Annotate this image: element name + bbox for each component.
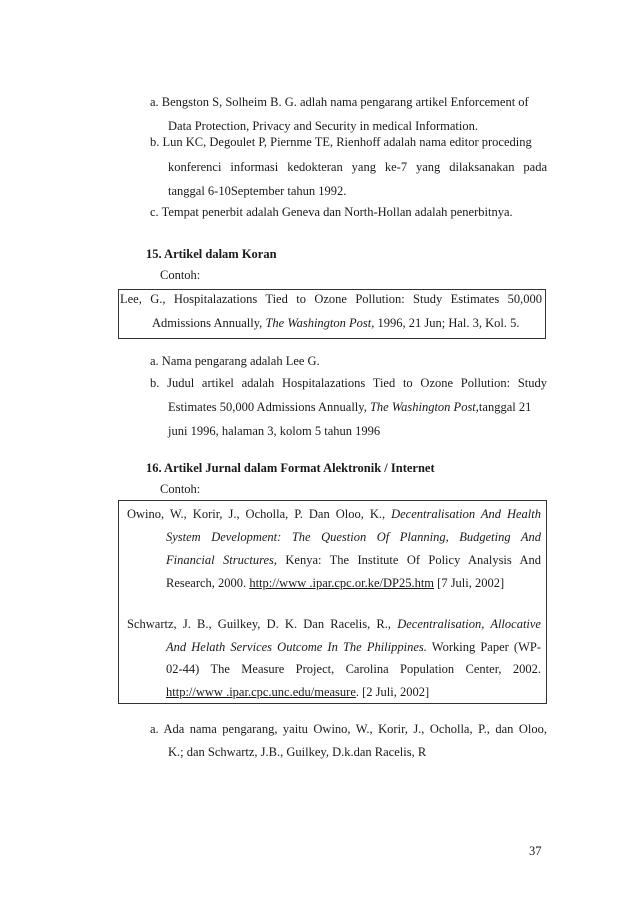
list-item-c: c. Tempat penerbit adalah Geneva dan North-Hollan adalah penerbitnya. (150, 205, 513, 219)
reference-title: And Helath Services Outcome In The Philippines. (166, 640, 427, 654)
reference-text: [7 Juli, 2002] (434, 576, 505, 590)
reference-line (166, 553, 541, 568)
list-item-b-cont2: juni 1996, halaman 3, kolom 5 tahun 1996 (168, 424, 381, 438)
reference-url-link[interactable]: http://www .ipar.cpc.or.ke/DP25.htm (249, 576, 435, 590)
item-text: Estimates 50,000 Admissions Annually, (168, 400, 370, 414)
item-text: tanggal 21 (478, 400, 532, 414)
reference-line (152, 316, 520, 331)
list-item-a-cont: Data Protection, Privacy and Security in medical Information. (168, 119, 478, 133)
reference-text: Working Paper (WP- (426, 640, 541, 654)
reference-line: Lee, G., Hospitalazations Tied to Ozone Pollution: Study Estimates 50,000 (120, 292, 542, 306)
reference-text: Kenya: The Institute Of Policy Analysis And (277, 553, 541, 567)
reference-url-link[interactable]: http://www .ipar.cpc.unc.edu/measure (166, 685, 356, 699)
reference-title: Decentralisation And Health (391, 507, 541, 521)
reference-line (166, 640, 541, 655)
list-item-a: a. Ada nama pengarang, yaitu Owino, W., Korir, J., Ocholla, P., dan Oloo, (150, 722, 547, 736)
list-item-a: a. Bengston S, Solheim B. G. adlah nama pengarang artikel Enforcement of (150, 95, 529, 109)
list-item-b-cont2: tanggal 6-10September tahun 1992. (168, 184, 347, 198)
reference-text: Owino, W., Korir, J., Ocholla, P. Dan Oloo, K., (127, 507, 392, 521)
list-item-b: b. Lun KC, Degoulet P, Piernme TE, Rienhoff adalah nama editor proceding (150, 135, 532, 149)
reference-line (166, 576, 504, 591)
example-label: Contoh: (160, 482, 201, 496)
reference-line (127, 507, 541, 522)
section-heading-15: 15. Artikel dalam Koran (146, 247, 277, 261)
reference-line (127, 617, 541, 632)
list-item-b: b. Judul artikel adalah Hospitalazations Tied to Ozone Pollution: Study (150, 376, 547, 390)
reference-text: Admissions Annually, (152, 316, 266, 330)
reference-title: Financial Structures, (166, 553, 278, 567)
list-item-b-cont1: konferenci informasi kedokteran yang ke-7 yang dilaksanakan pada (168, 160, 547, 174)
list-item-b-cont1 (168, 400, 531, 415)
reference-title-line: System Development: The Question Of Planning, Budgeting And (166, 530, 541, 544)
list-item-a: a. Nama pengarang adalah Lee G. (150, 354, 320, 368)
reference-text: 1996, 21 Jun; Hal. 3, Kol. 5. (374, 316, 520, 330)
list-item-a-cont: K.; dan Schwartz, J.B., Guilkey, D.k.dan Racelis, R (168, 745, 427, 759)
reference-text: Research, 2000. (166, 576, 250, 590)
reference-line (166, 685, 429, 700)
example-label: Contoh: (160, 268, 201, 282)
reference-text: Schwartz, J. B., Guilkey, D. K. Dan Racelis, R., (127, 617, 398, 631)
page-number: 37 (529, 844, 542, 858)
reference-title: Decentralisation, Allocative (397, 617, 541, 631)
section-heading-16: 16. Artikel Jurnal dalam Format Alektronik / Internet (146, 461, 435, 475)
item-publication: The Washington Post, (369, 400, 479, 414)
reference-text: . [2 Juli, 2002] (355, 685, 430, 699)
reference-publication: The Washington Post, (265, 316, 375, 330)
reference-line: 02-44) The Measure Project, Carolina Population Center, 2002. (166, 662, 541, 676)
